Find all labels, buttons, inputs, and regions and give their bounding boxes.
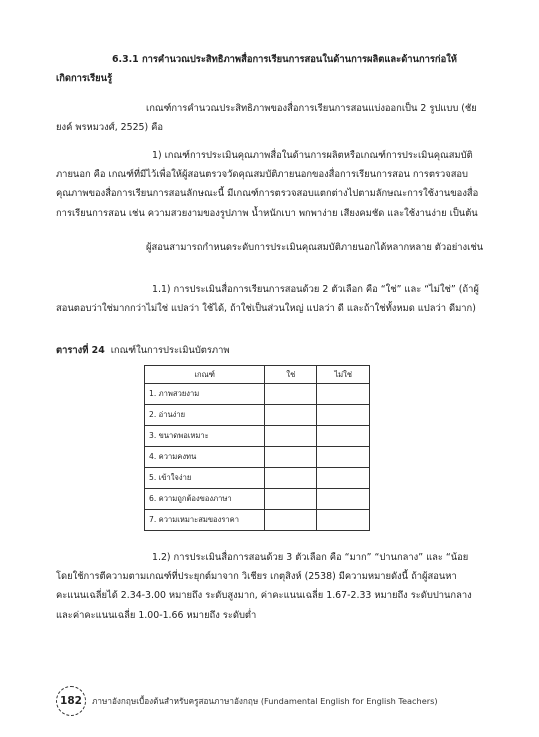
column-header-yes: ใช่ xyxy=(265,366,317,384)
no-cell xyxy=(317,510,370,531)
table-row xyxy=(145,426,370,447)
table-header-row xyxy=(145,366,370,384)
paragraph-criteria-intro: เกณฑ์การคำนวณประสิทธิภาพของสื่อการเรียนการสอนแบ่งออกเป็น 2 รูปแบบ (ชัยยงค์ พรหมวงศ์, 2525) คือ xyxy=(56,103,477,134)
criterion-cell: 3. ขนาดพอเหมาะ xyxy=(145,426,265,447)
column-header-no: ไม่ใช่ xyxy=(317,366,370,384)
table-row xyxy=(145,468,370,489)
table-row xyxy=(145,447,370,468)
running-title: ภาษาอังกฤษเบื้องต้นสำหรับครูสอนภาษาอังกฤษ (Fundamental English for English Teachers) xyxy=(92,696,438,706)
criterion-cell: 4. ความคงทน xyxy=(145,447,265,468)
table-caption xyxy=(56,343,230,358)
criterion-cell: 7. ความเหมาะสมของราคา xyxy=(145,510,265,531)
section-heading-line1: 6.3.1 การคำนวณประสิทธิภาพสื่อการเรียนการสอนในด้านการผลิตและด้านการก่อให้ xyxy=(112,54,457,65)
criterion-cell: 1. ภาพสวยงาม xyxy=(145,384,265,405)
no-cell xyxy=(317,426,370,447)
paragraph-production-criteria: 1) เกณฑ์การประเมินคุณภาพสื่อในด้านการผลิตหรือเกณฑ์การประเมินคุณสมบัติภายนอก คือ เกณฑ์ที่มีไว้เพื่อให้ผู้สอนตรวจวัดคุณสมบัติภายนอกของสื่อการเรียนการสอน การตรวจสอบคุณภาพของสื่อการเรียนการสอนลักษณะนี้ มีเกณฑ์การตรวจสอบแตกต่างไปตามลักษณะการใช้งานของสื่อการเรียนการสอน เช่น ความสวยงามของรูปภาพ น้ำหนักเบา พกพาง่าย เสียงคมชัด และใช้งานง่าย เป็นต้น xyxy=(56,150,479,219)
criterion-cell: 2. อ่านง่าย xyxy=(145,405,265,426)
evaluation-criteria-table xyxy=(144,365,370,531)
yes-cell xyxy=(265,405,317,426)
table-row xyxy=(145,384,370,405)
yes-cell xyxy=(265,468,317,489)
no-cell xyxy=(317,447,370,468)
yes-cell xyxy=(265,510,317,531)
yes-cell xyxy=(265,426,317,447)
table-row xyxy=(145,405,370,426)
table-row xyxy=(145,489,370,510)
section-heading xyxy=(56,50,484,88)
paragraph-evaluation-levels: ผู้สอนสามารถกำหนดระดับการประเมินคุณสมบัติภายนอกได้หลากหลาย ตัวอย่างเช่น xyxy=(146,242,484,253)
table-row xyxy=(145,510,370,531)
table-caption-label: ตารางที่ 24 xyxy=(56,345,105,356)
no-cell xyxy=(317,468,370,489)
table-caption-text: เกณฑ์ในการประเมินบัตรภาพ xyxy=(110,345,230,356)
criterion-cell: 6. ความถูกต้องของภาษา xyxy=(145,489,265,510)
no-cell xyxy=(317,405,370,426)
section-heading-line2: เกิดการเรียนรู้ xyxy=(56,73,113,85)
page-footer xyxy=(56,686,496,716)
no-cell xyxy=(317,384,370,405)
page-number-badge: 182 xyxy=(56,686,86,716)
no-cell xyxy=(317,489,370,510)
column-header-criteria: เกณฑ์ xyxy=(145,366,265,384)
yes-cell xyxy=(265,384,317,405)
paragraph-two-choice-evaluation: 1.1) การประเมินสื่อการเรียนการสอนด้วย 2 ตัวเลือก คือ “ใช่” และ “ไม่ใช่” (ถ้าผู้สอนตอบว่าใช่มากกว่าไม่ใช่ แปลว่า ใช้ได้, ถ้าใช่เป็นส่วนใหญ่ แปลว่า ดี และถ้าใช่ทั้งหมด แปลว่า ดีมาก) xyxy=(56,284,479,315)
criterion-cell: 5. เข้าใจง่าย xyxy=(145,468,265,489)
yes-cell xyxy=(265,447,317,468)
yes-cell xyxy=(265,489,317,510)
paragraph-three-choice-evaluation: 1.2) การประเมินสื่อการสอนด้วย 3 ตัวเลือก คือ “มาก” “ปานกลาง” และ “น้อย โดยใช้การตีความตามเกณฑ์ที่ประยุกต์มาจาก วิเชียร เกตุสิงห์ (2538) มีความหมายดังนี้ ถ้าผู้สอนหาคะแนนเฉลี่ยได้ 2.34-3.00 หมายถึง ระดับสูงมาก, ค่าคะแนนเฉลี่ย 1.67-2.33 หมายถึง ระดับปานกลาง และค่าคะแนนเฉลี่ย 1.00-1.66 หมายถึง ระดับต่ำ xyxy=(56,552,472,621)
